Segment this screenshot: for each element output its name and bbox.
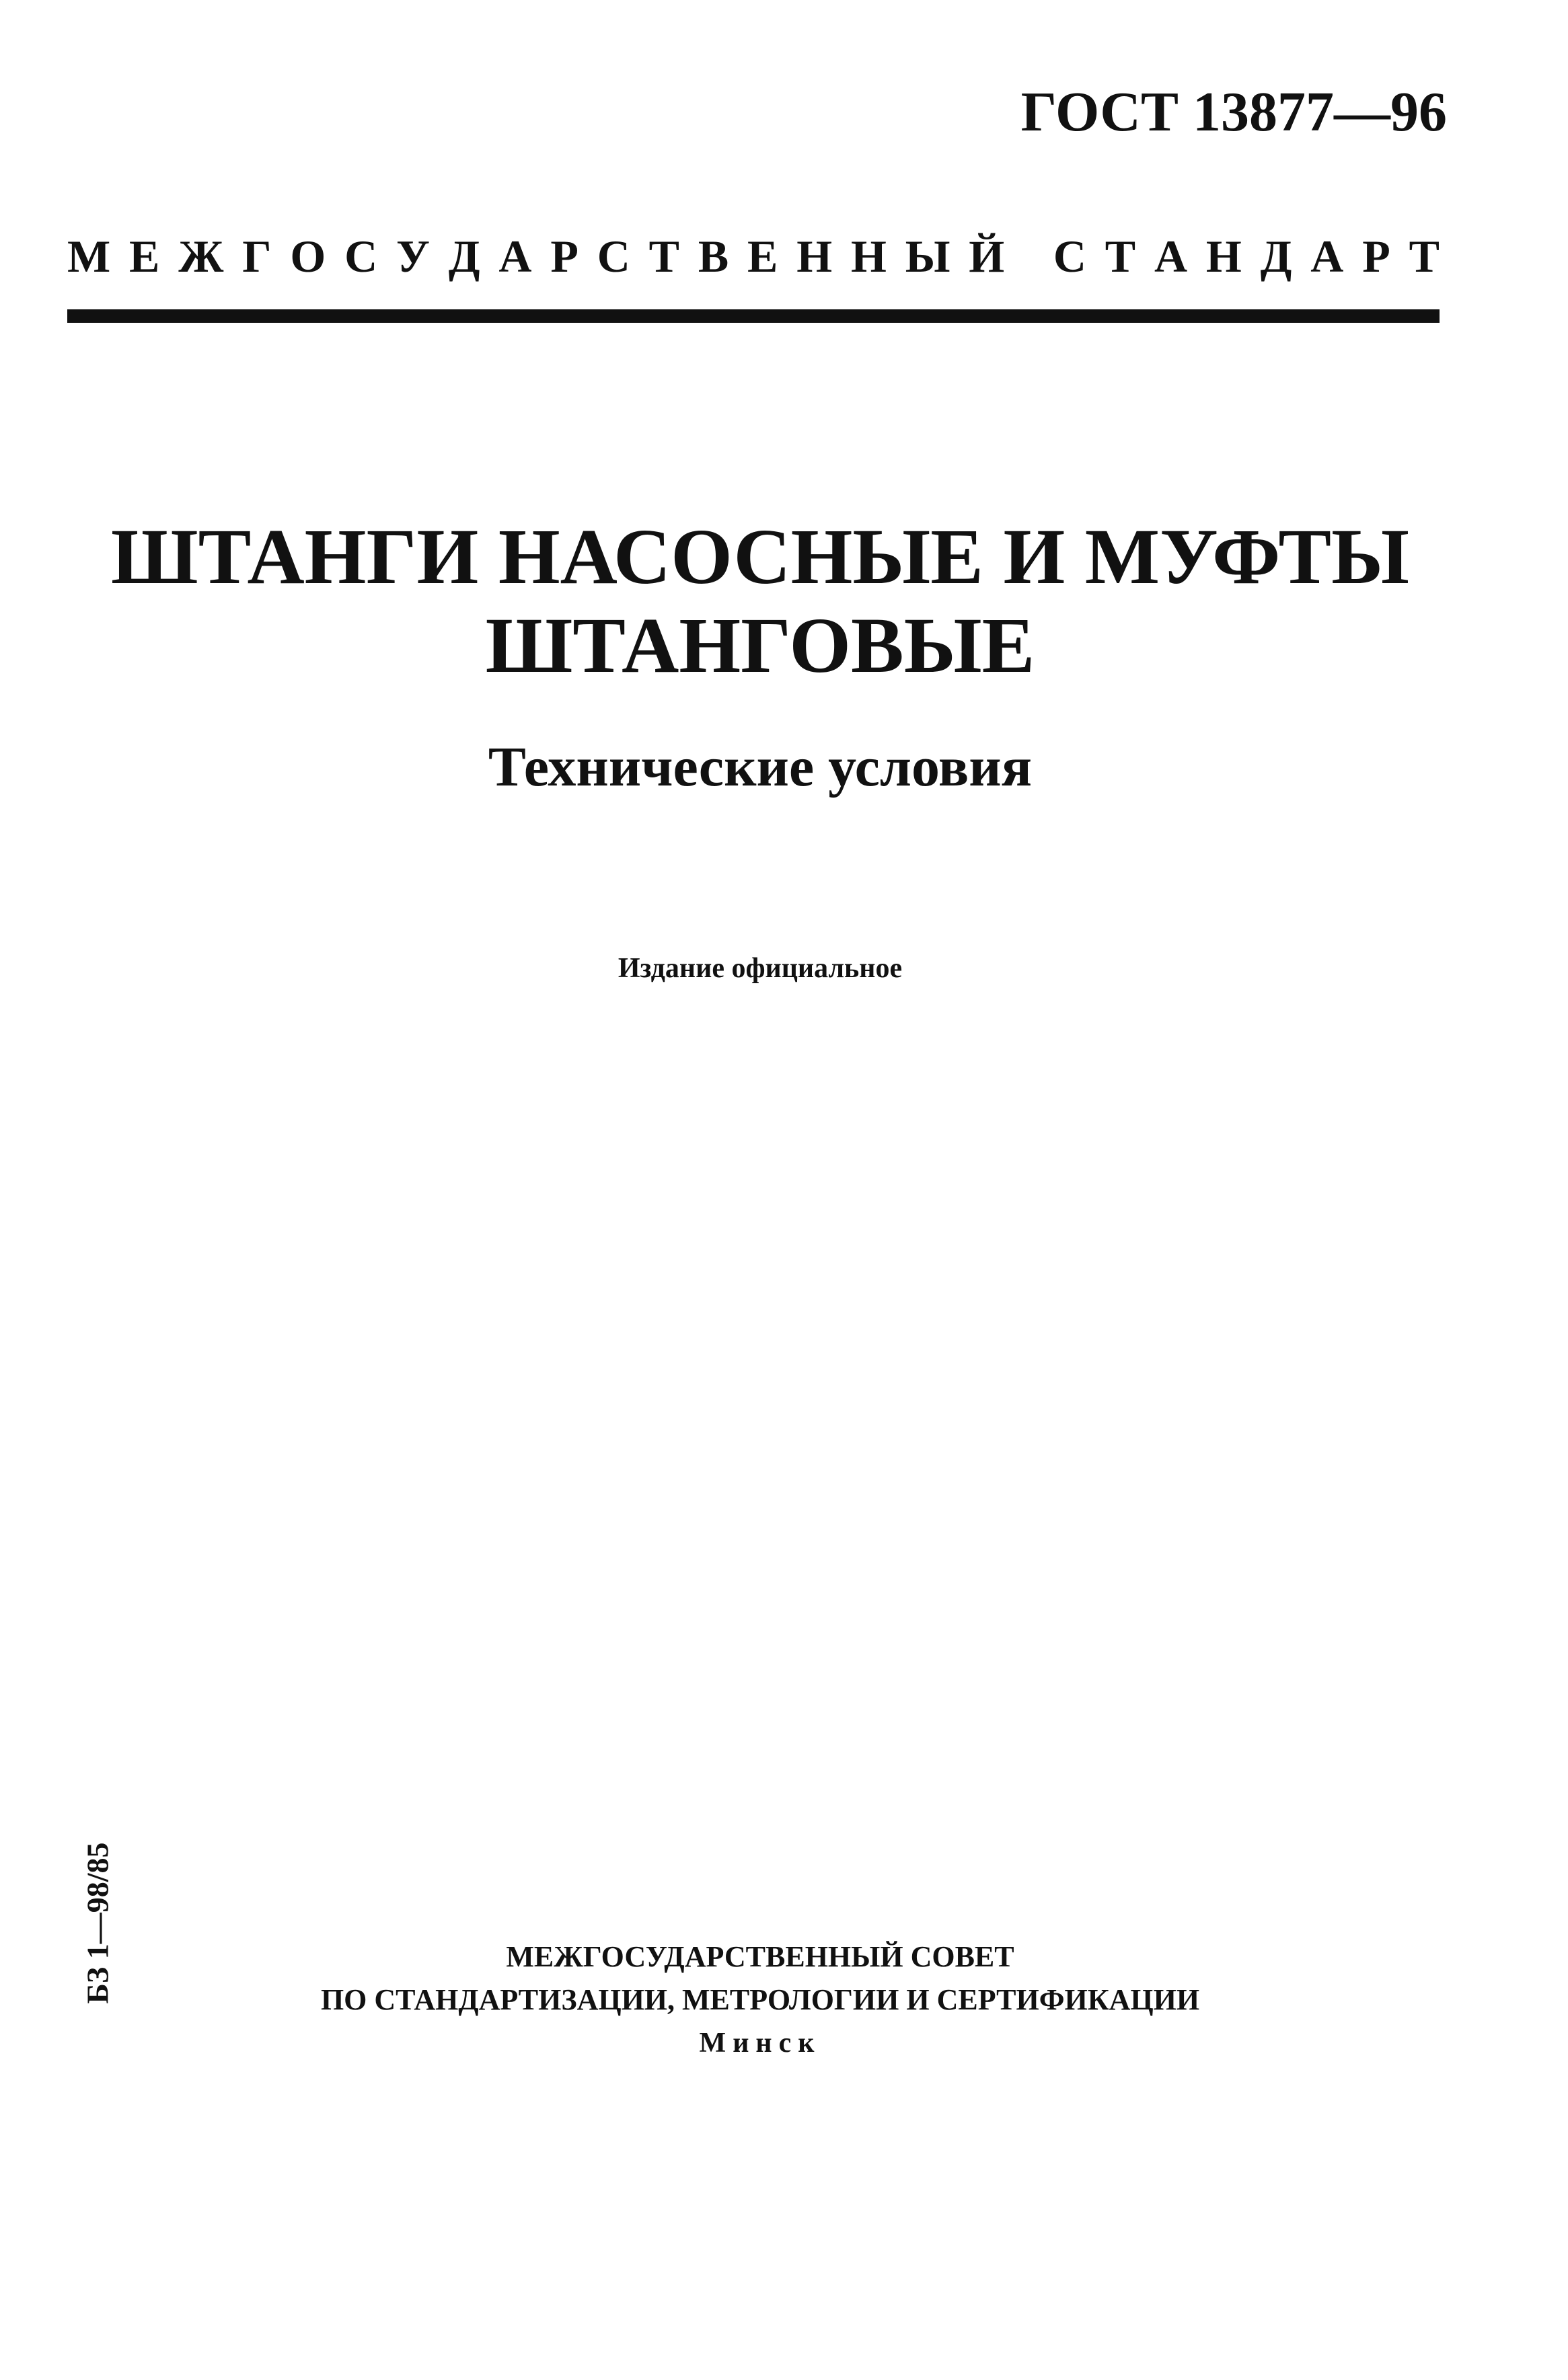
- standard-type-letter: Й: [969, 231, 1005, 282]
- standard-type-letter: Т: [1409, 231, 1440, 282]
- standard-type-letter: Н: [1205, 231, 1242, 282]
- standard-type-letter: А: [1154, 231, 1188, 282]
- document-title: [0, 512, 1520, 690]
- publisher-city: Минск: [699, 2028, 821, 2059]
- standard-type-letter: С: [344, 231, 378, 282]
- standard-type-letter: В: [698, 231, 729, 282]
- standard-type-letter: [1023, 230, 1035, 283]
- standard-type-heading: [67, 230, 1440, 283]
- standard-type-letter: А: [1310, 231, 1344, 282]
- standard-type-letter: Е: [747, 231, 778, 282]
- standard-type-letter: Ы: [905, 231, 950, 282]
- standard-type-letter: Г: [242, 231, 272, 282]
- standard-type-letter: Т: [648, 231, 680, 282]
- standard-type-letter: С: [597, 231, 630, 282]
- publisher-line-2: ПО СТАНДАРТИЗАЦИИ, МЕТРОЛОГИИ И СЕРТИФИКАЦИИ: [320, 1983, 1200, 2016]
- publisher-line-1: МЕЖГОСУДАРСТВЕННЫЙ СОВЕТ: [506, 1940, 1014, 1973]
- title-line-1: ШТАНГИ НАСОСНЫЕ И МУФТЫ: [111, 512, 1409, 601]
- standard-type-letter: С: [1053, 231, 1086, 282]
- standard-type-letter: Е: [129, 231, 160, 282]
- side-code: БЗ 1—98/85: [80, 1842, 115, 2004]
- title-line-2: ШТАНГОВЫЕ: [485, 601, 1035, 689]
- standard-type-letter: Р: [550, 231, 578, 282]
- document-number: ГОСТ 13877—96: [1020, 81, 1447, 143]
- standard-type-letter: У: [396, 231, 430, 282]
- header-divider: [67, 309, 1440, 323]
- document-subtitle: Технические условия: [488, 736, 1033, 798]
- standard-type-letter: Р: [1362, 231, 1390, 282]
- standard-type-letter: Д: [448, 231, 480, 282]
- standard-type-letter: Т: [1105, 231, 1136, 282]
- standard-type-letter: Д: [1260, 231, 1292, 282]
- standard-type-letter: М: [67, 231, 111, 282]
- edition-note: Издание официальное: [618, 953, 903, 984]
- publisher-block: [0, 1935, 1520, 2065]
- standard-type-letter: А: [498, 231, 532, 282]
- standard-type-letter: Н: [796, 231, 833, 282]
- standard-type-letter: Н: [850, 231, 887, 282]
- standard-type-letter: О: [290, 231, 326, 282]
- standard-type-letter: Ж: [178, 231, 224, 282]
